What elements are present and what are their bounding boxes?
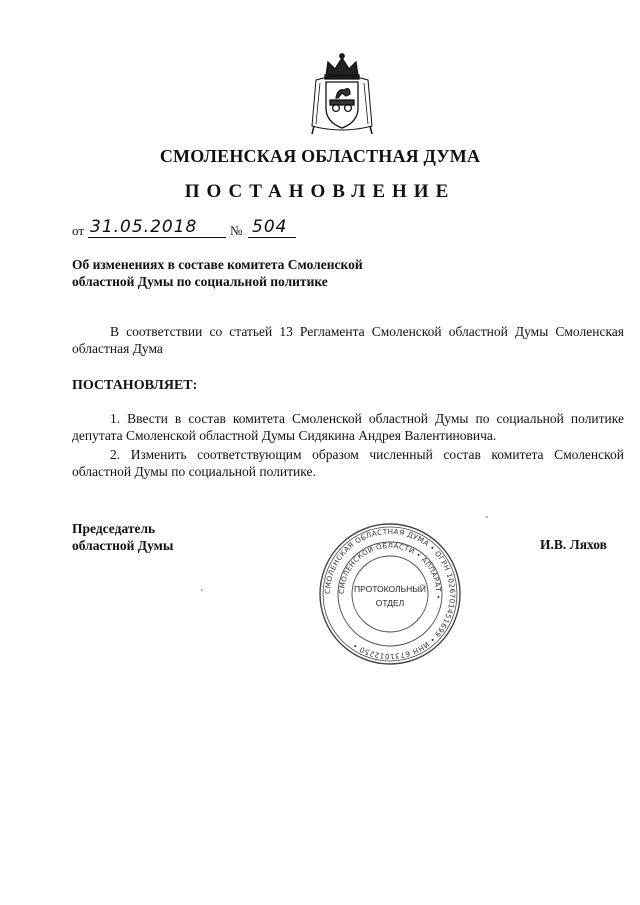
seal-outer-text: СМОЛЕНСКАЯ ОБЛАСТНАЯ ДУМА • ОГРН 1026701451699 • ИНН 6731012250 • [322, 526, 458, 662]
seal-center-line: ПРОТОКОЛЬНЫЙ [354, 584, 426, 594]
preamble-text: В соответствии со статьей 13 Регламента Смоленской областной Думы Смоленская областная Дума [72, 324, 624, 356]
organization-name: СМОЛЕНСКАЯ ОБЛАСТНАЯ ДУМА [159, 146, 481, 166]
document-type-title: ПОСТАНОВЛЕНИЕ [184, 181, 456, 202]
coat-of-arms-icon [306, 50, 378, 136]
date-from-label: от [72, 223, 85, 238]
decree-item-text: 1. Ввести в состав комитета Смоленской областной Думы по социальной политике депутата Смоленской областной Думы Сидякина Андрея Валентиновича. [72, 411, 624, 443]
date-underline [88, 237, 226, 238]
signatory-title [72, 520, 173, 554]
decree-item-text: 2. Изменить соответствующим образом численный состав комитета Смоленской областной Думы по социальной политике. [72, 447, 624, 479]
signatory-name: И.В. Ляхов [540, 537, 607, 552]
seal-center-line: ОТДЕЛ [375, 598, 405, 608]
decree-heading: ПОСТАНОВЛЯЕТ: [72, 378, 198, 393]
scan-speck [486, 516, 488, 518]
subject-heading [72, 256, 402, 290]
signatory-title-line: областной Думы [72, 538, 174, 553]
signatory-title-line: Председатель [72, 521, 156, 536]
date-number-line [72, 218, 362, 240]
number-handwritten: 504 [252, 217, 288, 237]
subject-line: Об изменениях в составе комитета Смоленской [72, 257, 363, 272]
subject-line: областной Думы по социальной политике [72, 274, 328, 289]
decree-item [72, 446, 624, 480]
round-stamp-icon [318, 522, 462, 666]
decree-item [72, 410, 624, 444]
number-underline [248, 237, 296, 238]
date-handwritten: 31.05.2018 [90, 217, 198, 237]
seal-inner-text: СМОЛЕНСКОЙ ОБЛАСТИ • АППАРАТ • [337, 541, 443, 600]
preamble-paragraph [72, 323, 624, 357]
number-label: № [230, 223, 243, 238]
scan-speck [201, 589, 203, 591]
